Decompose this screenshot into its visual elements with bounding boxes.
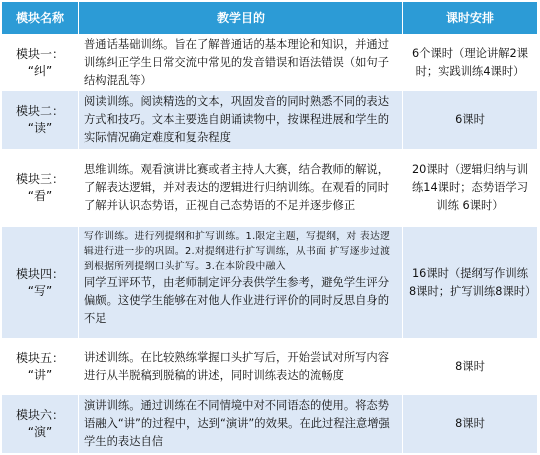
teaching-purpose-text: 普通话基础训练。旨在了解普通话的基本理论和知识，并通过训练纠正学生日常交流中常见的发音错误和语法错误（如句子结构混乱等） [84, 37, 390, 87]
course-module-table [1, 1, 538, 454]
class-hours-cell [403, 91, 538, 150]
teaching-purpose-text: 思维训练。观看演讲比赛或者主持人大赛，结合教师的解说，了解表达逻辑，并对表达的逻辑进行归纳训练。在观看的同时了解并认识态势语，正视自己态势语的不足并逐步修正 [84, 163, 390, 212]
module-number: 模块六： [15, 408, 64, 422]
module-name-cell [2, 35, 79, 91]
teaching-purpose-text: 同学互评环节，由老师制定评分表供学生参考，避免学生评分偏颇。这使学生能够在对他人作业进行评价的同时反思自身的不足 [84, 276, 390, 325]
teaching-purpose-cell [79, 227, 403, 339]
class-hours-text: 8课时 [455, 417, 485, 430]
module-number: 模块一： [15, 46, 64, 61]
table-row [2, 339, 538, 395]
module-number: 模块三： [15, 172, 64, 186]
module-keyword: “读” [27, 121, 53, 135]
teaching-purpose-text-small: 写作训练。进行列提纲和扩写训练。1.限定主题，写提纲，对 表达逻辑进行进一步的巩固。2.对提纲进行扩写训练，从书面 扩写逐步过渡到根据所列提纲口头扩写。3.在本阶段中融入 [84, 231, 391, 272]
table-row [2, 227, 538, 339]
module-number: 模块二： [15, 104, 64, 118]
teaching-purpose-cell [79, 35, 403, 91]
class-hours-cell [403, 150, 538, 227]
table-row [2, 395, 538, 454]
class-hours-text: 20课时（逻辑归纳与训练14课时；态势语学习训练 6课时） [411, 163, 529, 212]
class-hours-cell [403, 339, 538, 395]
module-keyword: “看” [27, 189, 53, 203]
teaching-purpose-cell [79, 339, 403, 395]
header-class-hours: 课时安排 [403, 2, 538, 35]
class-hours-text: 16课时（提纲写作训练8课时；扩写训练8课时） [409, 266, 537, 298]
class-hours-cell [403, 395, 538, 454]
teaching-purpose-text: 阅读训练。阅读精选的文本，巩固发音的同时熟悉不同的表达方式和技巧。文本主要选自朗诵读物中，按课程进展和学生的实际情况确定难度和复杂程度 [84, 95, 390, 144]
teaching-purpose-text: 演讲训练。通过训练在不同情境中对不同语态的使用。将态势语融入“讲”的过程中，达到“演讲”的效果。在此过程注意增强学生的表达自信 [84, 399, 390, 448]
table-row [2, 35, 538, 91]
table-row [2, 150, 538, 227]
class-hours-cell [403, 35, 538, 91]
module-name-cell [2, 395, 79, 454]
teaching-purpose-cell [79, 395, 403, 454]
class-hours-cell [403, 227, 538, 339]
teaching-purpose-cell [79, 91, 403, 150]
module-keyword: “讲” [27, 367, 53, 382]
module-name-cell [2, 227, 79, 339]
module-name-cell [2, 150, 79, 227]
table-header-row [2, 2, 538, 35]
module-keyword: “演” [27, 425, 53, 439]
module-name-cell [2, 339, 79, 395]
module-name-cell [2, 91, 79, 150]
class-hours-text: 6个课时（理论讲解2课时；实践训练4课时） [411, 46, 529, 78]
module-number: 模块五： [15, 350, 64, 365]
module-keyword: “纠” [27, 63, 53, 78]
module-keyword: “写” [27, 283, 53, 298]
module-number: 模块四： [15, 266, 64, 281]
table-row [2, 91, 538, 150]
header-teaching-purpose: 教学目的 [79, 2, 403, 35]
header-module-name: 模块名称 [2, 2, 79, 35]
teaching-purpose-text: 讲述训练。在比较熟练掌握口头扩写后，开始尝试对所写内容进行从半脱稿到脱稿的讲述，同时训练表达的流畅度 [84, 350, 390, 382]
teaching-purpose-cell [79, 150, 403, 227]
class-hours-text: 8课时 [455, 359, 485, 373]
class-hours-text: 6课时 [455, 113, 485, 126]
